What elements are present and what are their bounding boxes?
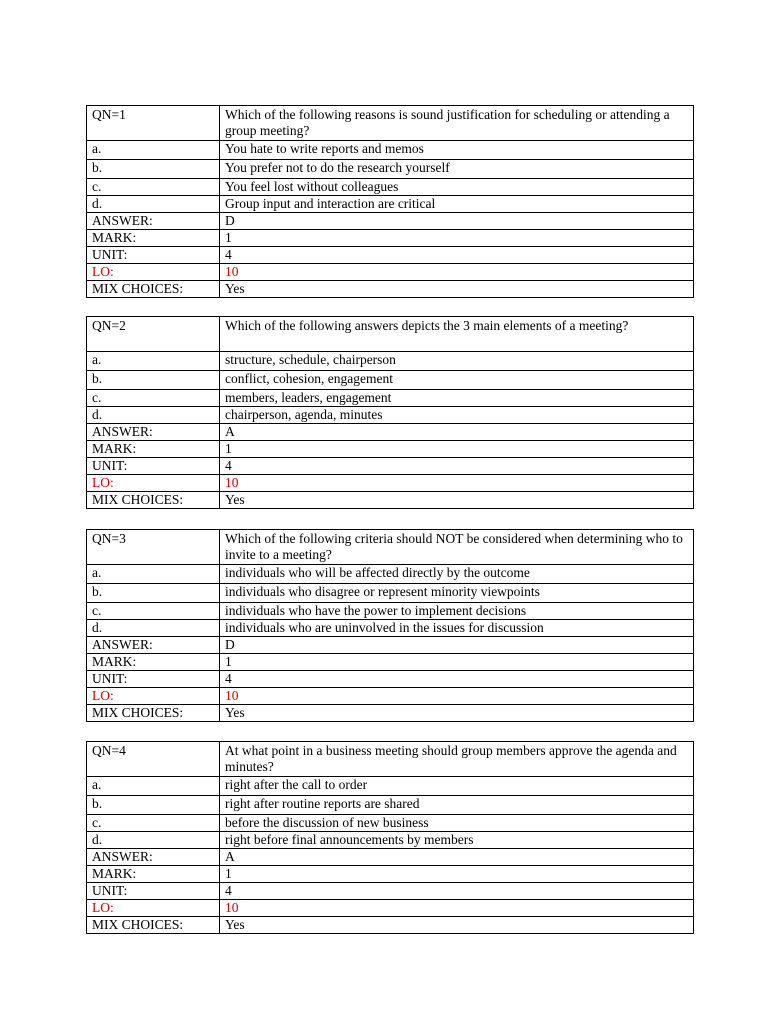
choice-letter: d. [87,832,220,849]
lo-row [87,475,694,492]
unit-value: 4 [220,883,694,900]
unit-label: UNIT: [87,247,220,264]
mix-choices-value: Yes [220,281,694,298]
choice-text: structure, schedule, chairperson [220,352,694,371]
choice-text: right after routine reports are shared [220,796,694,815]
choice-row [87,141,694,160]
choice-text: individuals who disagree or represent minority viewpoints [220,584,694,603]
choice-text: You feel lost without colleagues [220,179,694,196]
answer-row [87,637,694,654]
choice-letter: a. [87,141,220,160]
unit-label: UNIT: [87,883,220,900]
lo-label: LO: [87,900,220,917]
unit-row [87,671,694,688]
choice-letter: d. [87,196,220,213]
mix-choices-value: Yes [220,917,694,934]
unit-value: 4 [220,458,694,475]
answer-value: A [220,849,694,866]
mark-row [87,230,694,247]
lo-row [87,264,694,281]
question-number: QN=3 [87,530,220,565]
choice-row [87,796,694,815]
mark-value: 1 [220,441,694,458]
choice-text: members, leaders, engagement [220,390,694,407]
answer-row [87,424,694,441]
choice-text: before the discussion of new business [220,815,694,832]
choice-text: individuals who have the power to implement decisions [220,603,694,620]
choice-row [87,777,694,796]
mark-label: MARK: [87,866,220,883]
lo-value: 10 [220,264,694,281]
choice-text: individuals who will be affected directly by the outcome [220,565,694,584]
choice-text: Group input and interaction are critical [220,196,694,213]
mark-row [87,866,694,883]
question-row [87,106,694,141]
mark-value: 1 [220,230,694,247]
question-row [87,317,694,352]
choice-row [87,620,694,637]
choice-row [87,603,694,620]
mark-value: 1 [220,866,694,883]
question-row [87,742,694,777]
choice-letter: d. [87,620,220,637]
choice-row [87,815,694,832]
lo-label: LO: [87,264,220,281]
mark-row [87,441,694,458]
choice-letter: c. [87,815,220,832]
question-number: QN=4 [87,742,220,777]
question-table-4 [86,741,694,934]
choice-letter: c. [87,179,220,196]
mix-choices-row [87,281,694,298]
choice-row [87,407,694,424]
mix-choices-label: MIX CHOICES: [87,281,220,298]
answer-label: ANSWER: [87,637,220,654]
mix-choices-row [87,705,694,722]
lo-value: 10 [220,688,694,705]
mark-label: MARK: [87,441,220,458]
mix-choices-row [87,492,694,509]
unit-row [87,247,694,264]
question-text: Which of the following answers depicts the 3 main elements of a meeting? [220,317,694,352]
lo-row [87,900,694,917]
unit-value: 4 [220,671,694,688]
mark-value: 1 [220,654,694,671]
answer-label: ANSWER: [87,424,220,441]
lo-label: LO: [87,475,220,492]
mark-label: MARK: [87,654,220,671]
choice-text: right after the call to order [220,777,694,796]
mix-choices-label: MIX CHOICES: [87,492,220,509]
choice-text: right before final announcements by members [220,832,694,849]
choice-letter: d. [87,407,220,424]
answer-label: ANSWER: [87,849,220,866]
mix-choices-label: MIX CHOICES: [87,705,220,722]
question-table-3 [86,529,694,722]
choice-row [87,832,694,849]
choice-text: You prefer not to do the research yourself [220,160,694,179]
choice-row [87,179,694,196]
unit-label: UNIT: [87,671,220,688]
choice-row [87,371,694,390]
choice-letter: b. [87,796,220,815]
mix-choices-label: MIX CHOICES: [87,917,220,934]
unit-row [87,883,694,900]
answer-value: D [220,213,694,230]
mark-row [87,654,694,671]
question-text: Which of the following reasons is sound justification for scheduling or attending a group meeting? [220,106,694,141]
answer-value: D [220,637,694,654]
lo-value: 10 [220,475,694,492]
lo-value: 10 [220,900,694,917]
question-table-2 [86,316,694,509]
mark-label: MARK: [87,230,220,247]
choice-text: You hate to write reports and memos [220,141,694,160]
answer-row [87,849,694,866]
question-row [87,530,694,565]
answer-row [87,213,694,230]
choice-text: individuals who are uninvolved in the issues for discussion [220,620,694,637]
lo-label: LO: [87,688,220,705]
choice-text: chairperson, agenda, minutes [220,407,694,424]
unit-label: UNIT: [87,458,220,475]
choice-row [87,352,694,371]
lo-row [87,688,694,705]
answer-value: A [220,424,694,441]
choice-text: conflict, cohesion, engagement [220,371,694,390]
question-number: QN=1 [87,106,220,141]
choice-row [87,390,694,407]
question-text: At what point in a business meeting should group members approve the agenda and minutes? [220,742,694,777]
mix-choices-value: Yes [220,492,694,509]
choice-row [87,565,694,584]
choice-letter: b. [87,584,220,603]
unit-row [87,458,694,475]
choice-row [87,584,694,603]
question-number: QN=2 [87,317,220,352]
choice-letter: a. [87,777,220,796]
mix-choices-row [87,917,694,934]
question-table-1 [86,105,694,298]
choice-letter: a. [87,565,220,584]
choice-row [87,196,694,213]
question-text: Which of the following criteria should NOT be considered when determining who to invite to a meeting? [220,530,694,565]
answer-label: ANSWER: [87,213,220,230]
unit-value: 4 [220,247,694,264]
choice-letter: b. [87,160,220,179]
choice-letter: a. [87,352,220,371]
choice-letter: c. [87,390,220,407]
choice-row [87,160,694,179]
choice-letter: c. [87,603,220,620]
mix-choices-value: Yes [220,705,694,722]
choice-letter: b. [87,371,220,390]
